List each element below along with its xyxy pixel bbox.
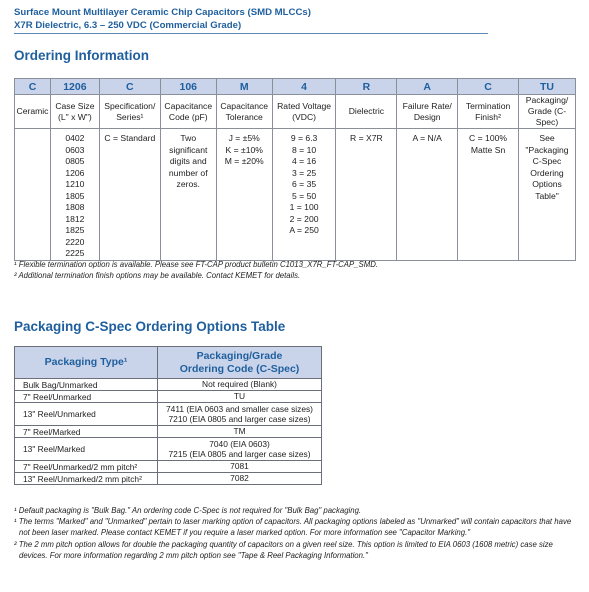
header-line-2: X7R Dielectric, 6.3 – 250 VDC (Commercial Grade)	[14, 20, 242, 31]
footnote: ¹ Default packaging is "Bulk Bag." An ordering code C-Spec is not required for "Bulk Bag" packaging.	[14, 506, 362, 515]
code-cell: TU	[519, 79, 576, 95]
field-name-cell: Termination Finish²	[458, 95, 519, 129]
packaging-title: Packaging C-Spec Ordering Options Table	[14, 319, 286, 334]
packaging-code-cell: 7040 (EIA 0603) 7215 (EIA 0805 and larger case sizes)	[158, 438, 322, 461]
footnote: ² Additional termination finish options may be available. Contact KEMET for details.	[14, 271, 301, 280]
value-cell: C = 100% Matte Sn	[458, 129, 519, 261]
footnote: ² The 2 mm pitch option allows for double the packaging quantity of capacitors on a given reel size. This option is limited to EIA 0603 (1608 metric) case size devices. For more information regarding 2 mm pitch option see "Tape & Reel Packaging Information."	[14, 539, 553, 560]
packaging-type-cell: 7" Reel/Marked	[15, 426, 158, 438]
packaging-type-cell: 7" Reel/Unmarked/2 mm pitch²	[15, 461, 158, 473]
value-cell: 0402 0603 0805 1206 1210 1805 1808 1812 1825 2220 2225	[50, 129, 99, 261]
table-row	[15, 403, 322, 426]
code-cell: C	[15, 79, 51, 95]
field-name-cell: Capacitance Code (pF)	[160, 95, 216, 129]
packaging-type-header: Packaging Type¹	[15, 347, 158, 379]
code-cell: A	[397, 79, 458, 95]
ordering-title: Ordering Information	[14, 48, 149, 63]
packaging-table	[14, 346, 322, 485]
ordering-values-row	[15, 129, 576, 261]
packaging-type-cell: 13" Reel/Unmarked	[15, 403, 158, 426]
ordering-table	[14, 78, 576, 261]
value-cell: Two significant digits and number of zeros.	[160, 129, 216, 261]
code-cell: 4	[272, 79, 336, 95]
table-row	[15, 426, 322, 438]
code-cell: C	[99, 79, 160, 95]
field-name-cell: Case Size (L" x W")	[50, 95, 99, 129]
table-row	[15, 379, 322, 391]
packaging-footnotes	[14, 505, 579, 561]
field-name-cell: Capacitance Tolerance	[216, 95, 272, 129]
packaging-type-cell: 13" Reel/Marked	[15, 438, 158, 461]
packaging-type-cell: 13" Reel/Unmarked/2 mm pitch²	[15, 473, 158, 485]
table-row	[15, 438, 322, 461]
table-row	[15, 461, 322, 473]
field-name-cell: Specification/ Series¹	[99, 95, 160, 129]
packaging-code-cell: 7411 (EIA 0603 and smaller case sizes) 7210 (EIA 0805 and larger case sizes)	[158, 403, 322, 426]
value-cell: C = Standard	[99, 129, 160, 261]
code-cell: C	[458, 79, 519, 95]
footnote: ¹ The terms "Marked" and "Unmarked" pertain to laser marking option of capacitors. All packaging options labeled as "Unmarked" will contain capacitors that have not been laser marked. Please contact KEMET if you require a laser marked option. For more information see "Capacitor Marking."	[14, 517, 572, 538]
value-cell: A = N/A	[397, 129, 458, 261]
table-row	[15, 391, 322, 403]
field-name-cell: Rated Voltage (VDC)	[272, 95, 336, 129]
packaging-code-cell: TU	[158, 391, 322, 403]
value-cell: 9 = 6.3 8 = 10 4 = 16 3 = 25 6 = 35 5 = 50 1 = 100 2 = 200 A = 250	[272, 129, 336, 261]
packaging-type-cell: 7" Reel/Unmarked	[15, 391, 158, 403]
ordering-footnotes	[14, 259, 378, 281]
packaging-header-row	[15, 347, 322, 379]
value-cell: See "Packaging C-Spec Ordering Options Table"	[519, 129, 576, 261]
table-row	[15, 473, 322, 485]
document-header	[14, 6, 311, 32]
field-name-cell: Ceramic	[15, 95, 51, 129]
header-divider	[14, 33, 488, 34]
code-cell: M	[216, 79, 272, 95]
field-name-cell: Failure Rate/ Design	[397, 95, 458, 129]
value-cell: J = ±5% K = ±10% M = ±20%	[216, 129, 272, 261]
value-cell	[15, 129, 51, 261]
packaging-code-header: Packaging/Grade Ordering Code (C-Spec)	[158, 347, 322, 379]
packaging-code-cell: TM	[158, 426, 322, 438]
field-name-cell: Packaging/ Grade (C-Spec)	[519, 95, 576, 129]
packaging-code-cell: 7082	[158, 473, 322, 485]
header-line-1: Surface Mount Multilayer Ceramic Chip Capacitors (SMD MLCCs)	[14, 7, 311, 18]
footnote: ¹ Flexible termination option is available. Please see FT-CAP product bulletin C1013_X7R_FT-CAP_SMD.	[14, 260, 379, 269]
packaging-type-cell: Bulk Bag/Unmarked	[15, 379, 158, 391]
packaging-code-cell: Not required (Blank)	[158, 379, 322, 391]
code-cell: 106	[160, 79, 216, 95]
code-cell: 1206	[50, 79, 99, 95]
value-cell: R = X7R	[336, 129, 397, 261]
ordering-code-row	[15, 79, 576, 95]
field-name-cell: Dielectric	[336, 95, 397, 129]
code-cell: R	[336, 79, 397, 95]
ordering-field-row	[15, 95, 576, 129]
packaging-code-cell: 7081	[158, 461, 322, 473]
